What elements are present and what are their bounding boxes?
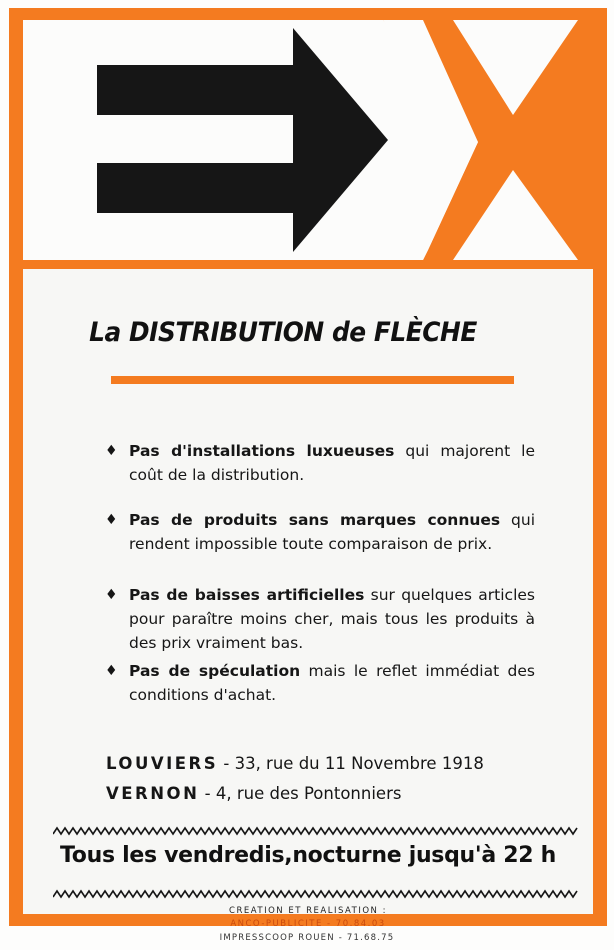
- ex-arrow-logo-icon: [23, 20, 593, 260]
- credits-agency: ANCO-PUBLICITE - 70.84.03: [230, 919, 386, 929]
- printer-credit: IMPRESSCOOP ROUEN - 71.68.75: [219, 933, 395, 943]
- diamond-icon: ♦: [105, 443, 118, 459]
- diamond-icon: ♦: [105, 663, 118, 679]
- address-street: - 33, rue du 11 Novembre 1918: [218, 754, 484, 773]
- title-underline: [111, 376, 514, 384]
- poster: [9, 8, 607, 929]
- diamond-icon: ♦: [105, 587, 118, 603]
- bullet-lead: Pas d'installations luxueuses: [129, 442, 395, 460]
- address-street: - 4, rue des Pontonniers: [199, 784, 402, 803]
- bullet-rest: qui rendent impossible toute comparaison de prix.: [129, 511, 535, 553]
- poster-title: La DISTRIBUTION de FLÈCHE: [89, 317, 477, 348]
- zigzag-divider-top: [53, 826, 578, 836]
- address-line: [106, 749, 536, 779]
- bullet-lead: Pas de produits sans marques connues: [129, 511, 501, 529]
- bullet-rest: qui majorent le coût de la distribution.: [129, 442, 535, 484]
- ex-logo: [23, 20, 593, 260]
- bullet-rest: sur quelques articles pour paraître moins cher, mais tous les produits à des prix vraiment bas.: [129, 586, 535, 652]
- slogan: Tous les vendredis,nocturne jusqu'à 22 h: [60, 843, 556, 868]
- poster-body: [23, 269, 593, 929]
- address-city: VERNON: [106, 784, 200, 803]
- zigzag-divider-bottom: [53, 889, 578, 899]
- credits-line: CREATION ET REALISATION :: [229, 906, 387, 916]
- bullet-rest: mais le reflet immédiat des conditions d'achat.: [129, 662, 535, 704]
- bullet-lead: Pas de spéculation: [129, 662, 301, 680]
- diamond-icon: ♦: [105, 512, 118, 528]
- store-addresses: [106, 749, 536, 809]
- bullet-lead: Pas de baisses artificielles: [129, 586, 365, 604]
- address-line: [106, 779, 536, 809]
- address-city: LOUVIERS: [106, 754, 219, 773]
- credits: [23, 905, 593, 931]
